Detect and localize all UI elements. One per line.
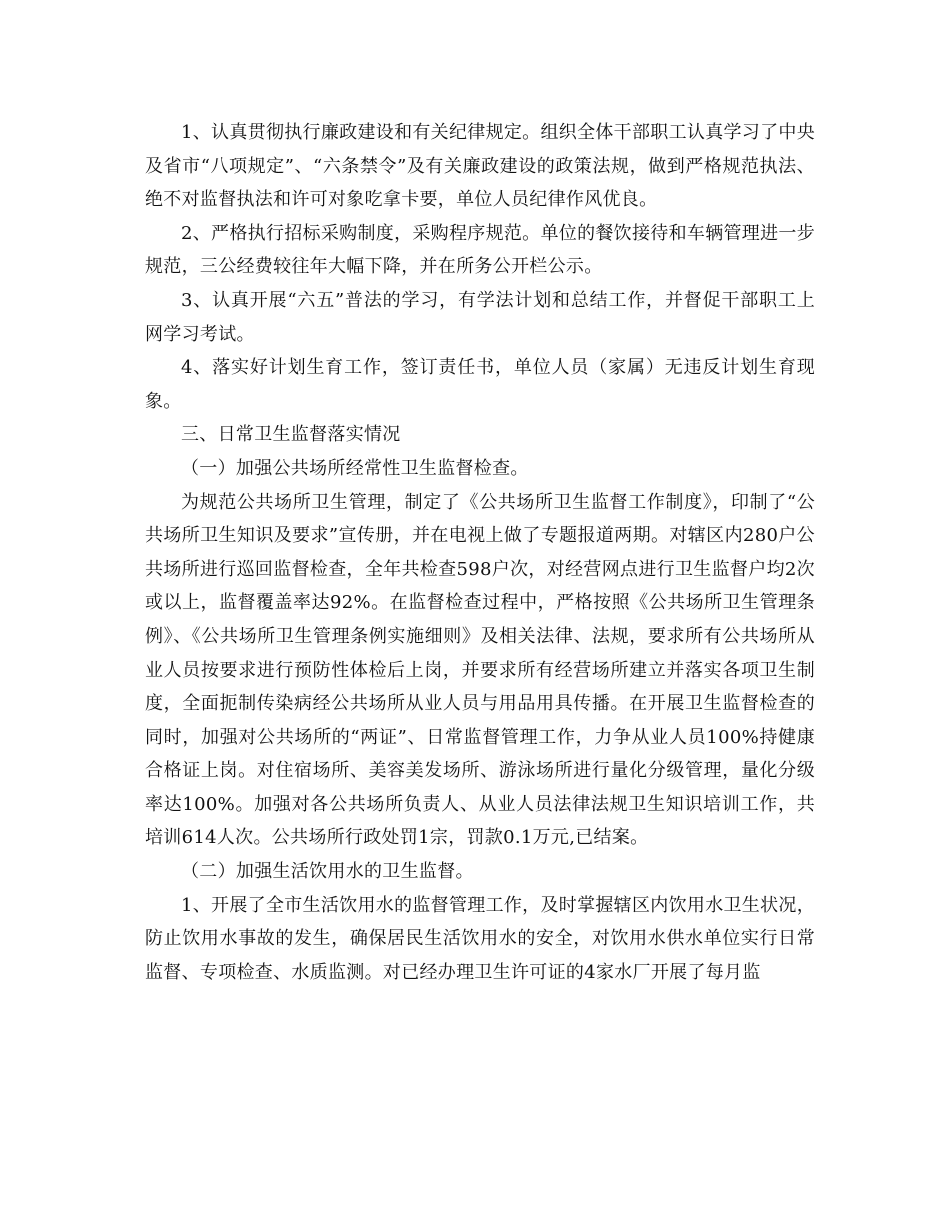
subsection-heading-drinking-water: （二）加强生活饮用水的卫生监督。 <box>181 861 474 883</box>
paragraph-drinking-water: 1、开展了全市生活饮用水的监督管理工作，及时掌握辖区内饮用水卫生状况，防止饮用水事故的发生，确保居民生活饮用水的安全，对饮用水供水单位实行日常监督、专项检查、水质监测。对已经办理卫生许可证的4家水厂开展了每月监 <box>145 894 815 983</box>
paragraph-legal-education: 3、认真开展“六五”普法的学习，有学法计划和总结工作，并督促干部职工上网学习考试。 <box>145 289 815 345</box>
paragraph-procurement: 2、严格执行招标采购制度，采购程序规范。单位的餐饮接待和车辆管理进一步规范，三公经费较往年大幅下降，并在所务公开栏公示。 <box>145 222 815 278</box>
document-body <box>145 116 815 989</box>
paragraph-public-places: 为规范公共场所卫生管理，制定了《公共场所卫生监督工作制度》，印制了“公共场所卫生知识及要求”宣传册，并在电视上做了专题报道两期。对辖区内280户公共场所进行巡回监督检查，全年共检查598户次，对经营网点进行卫生监督户均2次或以上，监督覆盖率达92%。在监督检查过程中，严格按照《公共场所卫生管理条例》、《公共场所卫生管理条例实施细则》及相关法律、法规，要求所有公共场所从业人员按要求进行预防性体检后上岗，并要求所有经营场所建立并落实各项卫生制度，全面扼制传染病经公共场所从业人员与用品用具传播。在开展卫生监督检查的同时，加强对公共场所的“两证”、日常监督管理工作，力争从业人员100%持健康合格证上岗。对住宿场所、美容美发场所、游泳场所进行量化分级管理，量化分级率达100%。加强对各公共场所负责人、从业人员法律法规卫生知识培训工作，共培训614人次。公共场所行政处罚1宗，罚款0.1万元,已结案。 <box>145 491 815 849</box>
paragraph-family-planning: 4、落实好计划生育工作，签订责任书，单位人员（家属）无违反计划生育现象。 <box>145 357 815 412</box>
paragraph-integrity: 1、认真贯彻执行廉政建设和有关纪律规定。组织全体干部职工认真学习了中央及省市“八项规定”、“六条禁令”及有关廉政建设的政策法规，做到严格规范执法、绝不对监督执法和许可对象吃拿卡要，单位人员纪律作风优良。 <box>145 122 815 211</box>
section-heading-daily-supervision: 三、日常卫生监督落实情况 <box>181 424 401 446</box>
subsection-heading-public-places: （一）加强公共场所经常性卫生监督检查。 <box>181 457 529 479</box>
